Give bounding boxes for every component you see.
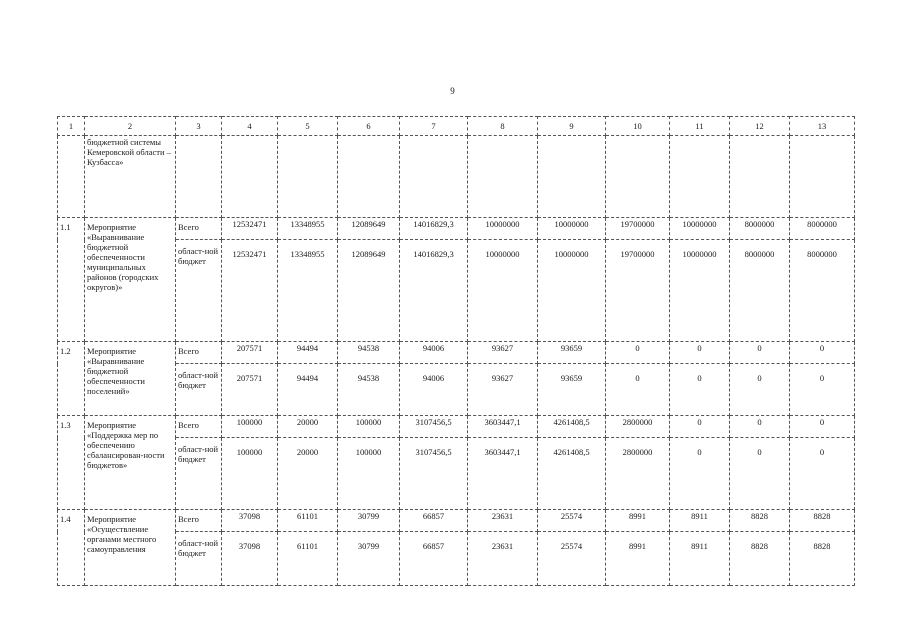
amount-cell: 13348955 (278, 218, 338, 240)
empty-cell (538, 136, 606, 218)
header-cell: 11 (670, 117, 730, 136)
amount-cell: 20000 (278, 438, 338, 510)
amount-cell: 10000000 (538, 240, 606, 342)
amount-cell: 23631 (468, 510, 538, 532)
amount-cell: 8000000 (730, 240, 790, 342)
amount-cell: 8991 (606, 510, 670, 532)
amount-cell: 0 (606, 364, 670, 416)
empty-cell (222, 136, 278, 218)
measure-row-total (58, 416, 855, 438)
amount-cell: 8911 (670, 510, 730, 532)
amount-cell: 2800000 (606, 416, 670, 438)
amount-cell: 93659 (538, 364, 606, 416)
amount-cell: 4261408,5 (538, 438, 606, 510)
amount-cell: 3107456,5 (400, 438, 468, 510)
funding-source-cell: област-ной бюджет (176, 532, 222, 586)
amount-cell: 0 (730, 364, 790, 416)
amount-cell: 0 (790, 342, 855, 364)
header-cell: 12 (730, 117, 790, 136)
amount-cell: 94494 (278, 342, 338, 364)
empty-cell (790, 136, 855, 218)
measure-row-total (58, 510, 855, 532)
measure-name-cell: Мероприятие «Поддержка мер по обеспечению сбалансирован-ности бюджетов» (85, 416, 176, 510)
amount-cell: 94538 (338, 342, 400, 364)
amount-cell: 25574 (538, 532, 606, 586)
empty-cell (606, 136, 670, 218)
measure-row-total (58, 342, 855, 364)
header-row (58, 117, 855, 136)
amount-cell: 94494 (278, 364, 338, 416)
header-cell: 9 (538, 117, 606, 136)
amount-cell: 8828 (730, 510, 790, 532)
amount-cell: 0 (730, 342, 790, 364)
amount-cell: 10000000 (670, 218, 730, 240)
amount-cell: 10000000 (468, 240, 538, 342)
funding-source-cell: Всего (176, 416, 222, 438)
header-cell: 13 (790, 117, 855, 136)
empty-cell (278, 136, 338, 218)
amount-cell: 8828 (790, 510, 855, 532)
amount-cell: 0 (730, 416, 790, 438)
measure-name-cell: бюджетной системы Кемеровской области – Кузбасса» (85, 136, 176, 218)
measure-row-regional (58, 532, 855, 586)
amount-cell: 8828 (790, 532, 855, 586)
amount-cell: 10000000 (670, 240, 730, 342)
amount-cell: 0 (670, 416, 730, 438)
amount-cell: 12532471 (222, 218, 278, 240)
header-cell: 10 (606, 117, 670, 136)
amount-cell: 37098 (222, 510, 278, 532)
amount-cell: 207571 (222, 342, 278, 364)
amount-cell: 0 (730, 438, 790, 510)
amount-cell: 0 (790, 438, 855, 510)
amount-cell: 12089649 (338, 218, 400, 240)
amount-cell: 3603447,1 (468, 416, 538, 438)
amount-cell: 8000000 (790, 240, 855, 342)
header-cell: 5 (278, 117, 338, 136)
header-cell: 2 (85, 117, 176, 136)
amount-cell: 2800000 (606, 438, 670, 510)
amount-cell: 94006 (400, 342, 468, 364)
amount-cell: 10000000 (538, 218, 606, 240)
row-number-cell: 1.3 (58, 416, 85, 510)
amount-cell: 3107456,5 (400, 416, 468, 438)
amount-cell: 8911 (670, 532, 730, 586)
row-number-cell: 1.4 (58, 510, 85, 586)
empty-cell (338, 136, 400, 218)
empty-cell (400, 136, 468, 218)
amount-cell: 30799 (338, 532, 400, 586)
amount-cell: 0 (670, 438, 730, 510)
amount-cell: 61101 (278, 510, 338, 532)
amount-cell: 30799 (338, 510, 400, 532)
header-cell: 4 (222, 117, 278, 136)
amount-cell: 20000 (278, 416, 338, 438)
funding-source-cell: област-ной бюджет (176, 364, 222, 416)
amount-cell: 8000000 (790, 218, 855, 240)
empty-cell (468, 136, 538, 218)
amount-cell: 14016829,3 (400, 218, 468, 240)
measure-row-regional (58, 438, 855, 510)
amount-cell: 100000 (338, 416, 400, 438)
amount-cell: 61101 (278, 532, 338, 586)
header-cell: 6 (338, 117, 400, 136)
continuation-row (58, 136, 855, 218)
header-cell: 8 (468, 117, 538, 136)
amount-cell: 3603447,1 (468, 438, 538, 510)
amount-cell: 93627 (468, 364, 538, 416)
amount-cell: 100000 (222, 438, 278, 510)
empty-cell (176, 136, 222, 218)
amount-cell: 12532471 (222, 240, 278, 342)
header-cell: 3 (176, 117, 222, 136)
empty-cell (730, 136, 790, 218)
funding-source-cell: област-ной бюджет (176, 438, 222, 510)
amount-cell: 23631 (468, 532, 538, 586)
amount-cell: 13348955 (278, 240, 338, 342)
empty-cell (670, 136, 730, 218)
measure-row-regional (58, 364, 855, 416)
row-number-cell: 1.1 (58, 218, 85, 342)
amount-cell: 93627 (468, 342, 538, 364)
amount-cell: 0 (790, 416, 855, 438)
amount-cell: 25574 (538, 510, 606, 532)
amount-cell: 12089649 (338, 240, 400, 342)
funding-source-cell: Всего (176, 342, 222, 364)
header-cell: 7 (400, 117, 468, 136)
amount-cell: 100000 (338, 438, 400, 510)
funding-source-cell: Всего (176, 218, 222, 240)
amount-cell: 94538 (338, 364, 400, 416)
amount-cell: 66857 (400, 532, 468, 586)
amount-cell: 0 (670, 342, 730, 364)
program-funding-table (57, 116, 855, 586)
amount-cell: 10000000 (468, 218, 538, 240)
amount-cell: 8000000 (730, 218, 790, 240)
measure-row-regional (58, 240, 855, 342)
amount-cell: 19700000 (606, 240, 670, 342)
amount-cell: 14016829,3 (400, 240, 468, 342)
amount-cell: 37098 (222, 532, 278, 586)
funding-source-cell: Всего (176, 510, 222, 532)
amount-cell: 207571 (222, 364, 278, 416)
page-number: 9 (450, 86, 455, 96)
measure-name-cell: Мероприятие «Выравнивание бюджетной обеспеченности поселений» (85, 342, 176, 416)
measure-name-cell: Мероприятие «Осуществление органами местного самоуправления (85, 510, 176, 586)
measure-row-total (58, 218, 855, 240)
funding-source-cell: област-ной бюджет (176, 240, 222, 342)
amount-cell: 94006 (400, 364, 468, 416)
amount-cell: 4261408,5 (538, 416, 606, 438)
amount-cell: 100000 (222, 416, 278, 438)
amount-cell: 8828 (730, 532, 790, 586)
header-cell: 1 (58, 117, 85, 136)
row-number-cell (58, 136, 85, 218)
amount-cell: 0 (790, 364, 855, 416)
amount-cell: 19700000 (606, 218, 670, 240)
amount-cell: 66857 (400, 510, 468, 532)
amount-cell: 8991 (606, 532, 670, 586)
amount-cell: 0 (670, 364, 730, 416)
amount-cell: 0 (606, 342, 670, 364)
amount-cell: 93659 (538, 342, 606, 364)
measure-name-cell: Мероприятие «Выравнивание бюджетной обеспеченности муниципальных районов (городских округов)» (85, 218, 176, 342)
row-number-cell: 1.2 (58, 342, 85, 416)
